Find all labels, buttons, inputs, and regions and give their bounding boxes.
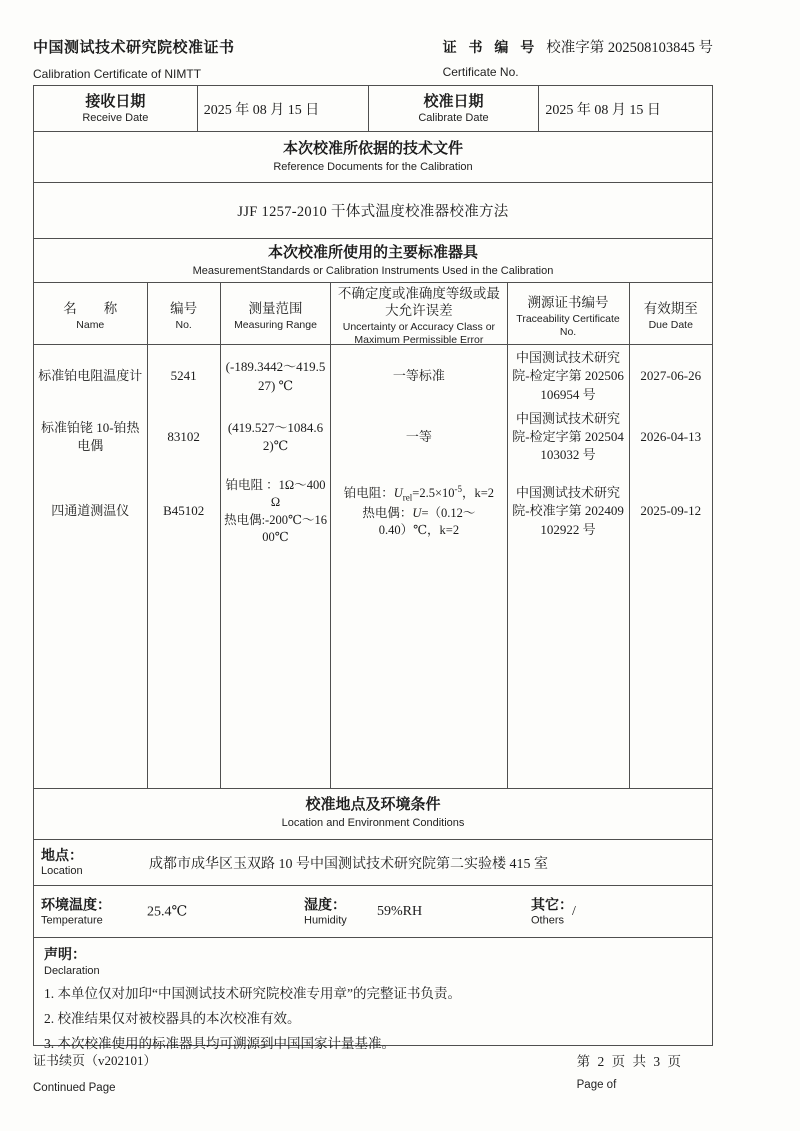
- location-value: 成都市成华区玉双路 10 号中国测试技术研究院第二实验楼 415 室: [149, 856, 548, 872]
- empty-cell: [220, 559, 331, 788]
- traceability-certificate-no: 中国测试技术研究院-校准字第 202409102922 号: [507, 464, 629, 559]
- instrument-no: B45102: [147, 464, 220, 559]
- certificate-number-label-cn: 证 书 编 号: [442, 39, 539, 55]
- reference-section-title: [34, 131, 712, 182]
- environment-title-en: Location and Environment Conditions: [281, 817, 465, 829]
- uncertainty: [330, 464, 506, 559]
- receive-date-label-en: Receive Date: [82, 111, 149, 124]
- declaration-section: [34, 937, 712, 1051]
- instrument-no: 5241: [147, 345, 220, 408]
- standards-empty-row: [34, 559, 712, 788]
- environment-conditions-row: [34, 885, 712, 937]
- institute-title-block: [33, 36, 235, 81]
- standards-title-en: MeasurementStandards or Calibration Instruments Used in the Calibration: [192, 265, 554, 277]
- empty-cell: [629, 559, 712, 788]
- standards-row-2: [34, 408, 712, 464]
- location-label: 地点： Location: [41, 847, 83, 877]
- col-header-name: 名 称 Name: [63, 301, 118, 331]
- measuring-range: 铂电阻 ：1Ω～400Ω 热电偶:-200℃～1600℃: [220, 464, 331, 559]
- page-header: [33, 36, 713, 81]
- page-number-block: [577, 1050, 683, 1094]
- declaration-title-cn: 声明：: [44, 946, 86, 962]
- institute-title-en: Calibration Certificate of NIMTT: [33, 67, 202, 81]
- humidity-label: 湿度： Humidity: [304, 896, 347, 926]
- calibrate-date-label-cn: 校准日期: [423, 92, 484, 110]
- declaration-title-en: Declaration: [44, 965, 100, 977]
- standards-row-3: [34, 464, 712, 559]
- instrument-no: 83102: [147, 408, 220, 467]
- environment-title-cn: 校准地点及环境条件: [305, 796, 441, 813]
- col-header-traceability: 溯源证书编号 Traceability Certificate No.: [507, 283, 629, 349]
- uncertainty-line-1: 铂电阻：$U_{rel}=2.5\times 10^{-5}$，k=2: [343, 484, 495, 504]
- humidity-value: 59%RH: [377, 903, 423, 919]
- due-date: 2025-09-12: [629, 464, 712, 559]
- instrument-name: 标准铂铑 10-铂热电偶: [40, 420, 140, 454]
- calibrate-date-label: [368, 86, 539, 131]
- certificate-number-line: [443, 36, 713, 57]
- receive-date-label: [34, 86, 197, 131]
- location-row: [34, 839, 712, 885]
- temperature-label: 环境温度： Temperature: [41, 896, 111, 926]
- reference-title-cn: 本次校准所依据的技术文件: [282, 140, 463, 157]
- instrument-name: 四通道测温仪: [51, 503, 130, 519]
- calibrate-date-value: 2025 年 08 月 15 日: [538, 86, 712, 131]
- empty-cell: [147, 559, 220, 788]
- empty-cell: [330, 559, 506, 788]
- measuring-range: (419.527～1084.62)℃: [220, 408, 331, 467]
- standards-table-header: [34, 282, 712, 345]
- page-number-cn: 第 2 页 共 3 页: [576, 1054, 683, 1069]
- standards-row-1: [34, 345, 712, 408]
- uncertainty: 一等: [330, 408, 506, 467]
- instrument-name: 标准铂电阻温度计: [38, 368, 143, 384]
- due-date: 2027-06-26: [629, 345, 712, 408]
- declaration-item: 1. 本单位仅对加印“中国测试技术研究院校准专用章”的完整证书负责。: [44, 986, 461, 1001]
- reference-document-value: JJF 1257-2010 干体式温度校准器校准方法: [34, 182, 712, 238]
- standards-section-title: [34, 238, 712, 282]
- measuring-range: (-189.3442～419.527) ℃: [220, 345, 331, 408]
- empty-cell: [507, 559, 629, 788]
- environment-section-title: [34, 788, 712, 839]
- certificate-number-block: [443, 36, 713, 81]
- empty-cell: [34, 559, 147, 788]
- page-footer: [33, 1050, 713, 1094]
- receive-date-value: 2025 年 08 月 15 日: [197, 86, 368, 131]
- traceability-certificate-no: 中国测试技术研究院-检定字第 202506106954 号: [507, 345, 629, 408]
- col-header-measuring-range: 测量范围 Measuring Range: [220, 283, 331, 349]
- standards-title-cn: 本次校准所使用的主要标准器具: [267, 244, 478, 261]
- due-date: 2026-04-13: [629, 408, 712, 467]
- declaration-item: 3. 本次校准使用的标准器具均可溯源到中国国家计量基准。: [44, 1036, 395, 1051]
- dates-row: [34, 86, 712, 131]
- declaration-items: [44, 981, 702, 1056]
- continued-page-en: Continued Page: [33, 1082, 116, 1094]
- others-value: /: [572, 903, 576, 919]
- certificate-number-label-en: Certificate No.: [442, 65, 519, 79]
- institute-title-cn: 中国测试技术研究院校准证书: [33, 39, 235, 56]
- certificate-number-value: 校准字第 202508103845 号: [546, 40, 713, 56]
- declaration-item: 2. 校准结果仅对被校器具的本次校准有效。: [44, 1011, 301, 1026]
- col-header-due-date: 有效期至 Due Date: [629, 283, 712, 349]
- certificate-table: [33, 85, 713, 1051]
- reference-title-en: Reference Documents for the Calibration: [273, 161, 473, 173]
- receive-date-label-cn: 接收日期: [85, 92, 146, 110]
- col-header-uncertainty: 不确定度或准确度等级或最大允许误差 Uncertainty or Accuracy Class or Maximum Permissible Error: [330, 283, 506, 349]
- uncertainty: 一等标准: [330, 345, 506, 408]
- page-number-en: Page of: [576, 1079, 617, 1091]
- continued-page-block: [33, 1050, 157, 1094]
- calibrate-date-label-en: Calibrate Date: [418, 111, 489, 124]
- uncertainty-line-2: 热电偶：U=（0.12～0.40）℃，k=2: [362, 505, 476, 538]
- temperature-value: 25.4℃: [147, 904, 188, 919]
- traceability-certificate-no: 中国测试技术研究院-检定字第 202504103032 号: [507, 408, 629, 467]
- continued-page-cn: 证书续页（v202101）: [33, 1053, 157, 1068]
- col-header-no: 编号 No.: [147, 283, 220, 349]
- others-label: 其它： Others: [531, 896, 573, 926]
